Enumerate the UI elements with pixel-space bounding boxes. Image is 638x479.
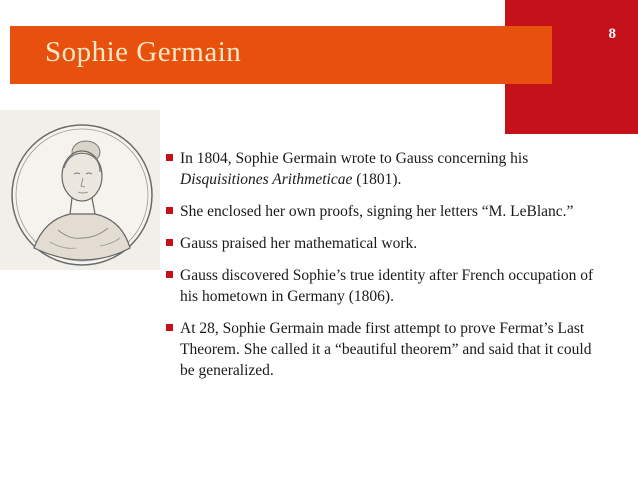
- square-bullet-icon: [166, 271, 173, 278]
- bullet-text: At 28, Sophie Germain made first attempt to prove Fermat’s Last Theorem. She called it a “beautiful theorem” and said that it could be generalized.: [180, 320, 592, 379]
- title-bar: [10, 26, 552, 84]
- bullet-list: [164, 148, 604, 392]
- slide-title: Sophie Germain: [45, 36, 242, 68]
- bullet-text-part: (1801).: [352, 171, 402, 188]
- square-bullet-icon: [166, 239, 173, 246]
- bullet-text: Gauss discovered Sophie’s true identity after French occupation of his hometown in Germany (1806).: [180, 267, 594, 305]
- portrait-medallion-icon: [0, 110, 160, 270]
- list-item: [164, 233, 604, 254]
- square-bullet-icon: [166, 324, 173, 331]
- bullet-italic-title: Disquisitiones Arithmeticae: [180, 171, 353, 188]
- page-number: 8: [608, 26, 616, 42]
- list-item: [164, 201, 604, 222]
- bullet-text-part: In 1804, Sophie Germain wrote to Gauss concerning his: [180, 150, 529, 167]
- portrait-medallion: [0, 110, 160, 270]
- square-bullet-icon: [166, 154, 173, 161]
- list-item: [164, 265, 604, 307]
- bullet-text: Gauss praised her mathematical work.: [180, 235, 418, 252]
- bullet-text: She enclosed her own proofs, signing her letters “M. LeBlanc.”: [180, 203, 574, 220]
- square-bullet-icon: [166, 207, 173, 214]
- list-item: [164, 318, 604, 381]
- list-item: [164, 148, 604, 190]
